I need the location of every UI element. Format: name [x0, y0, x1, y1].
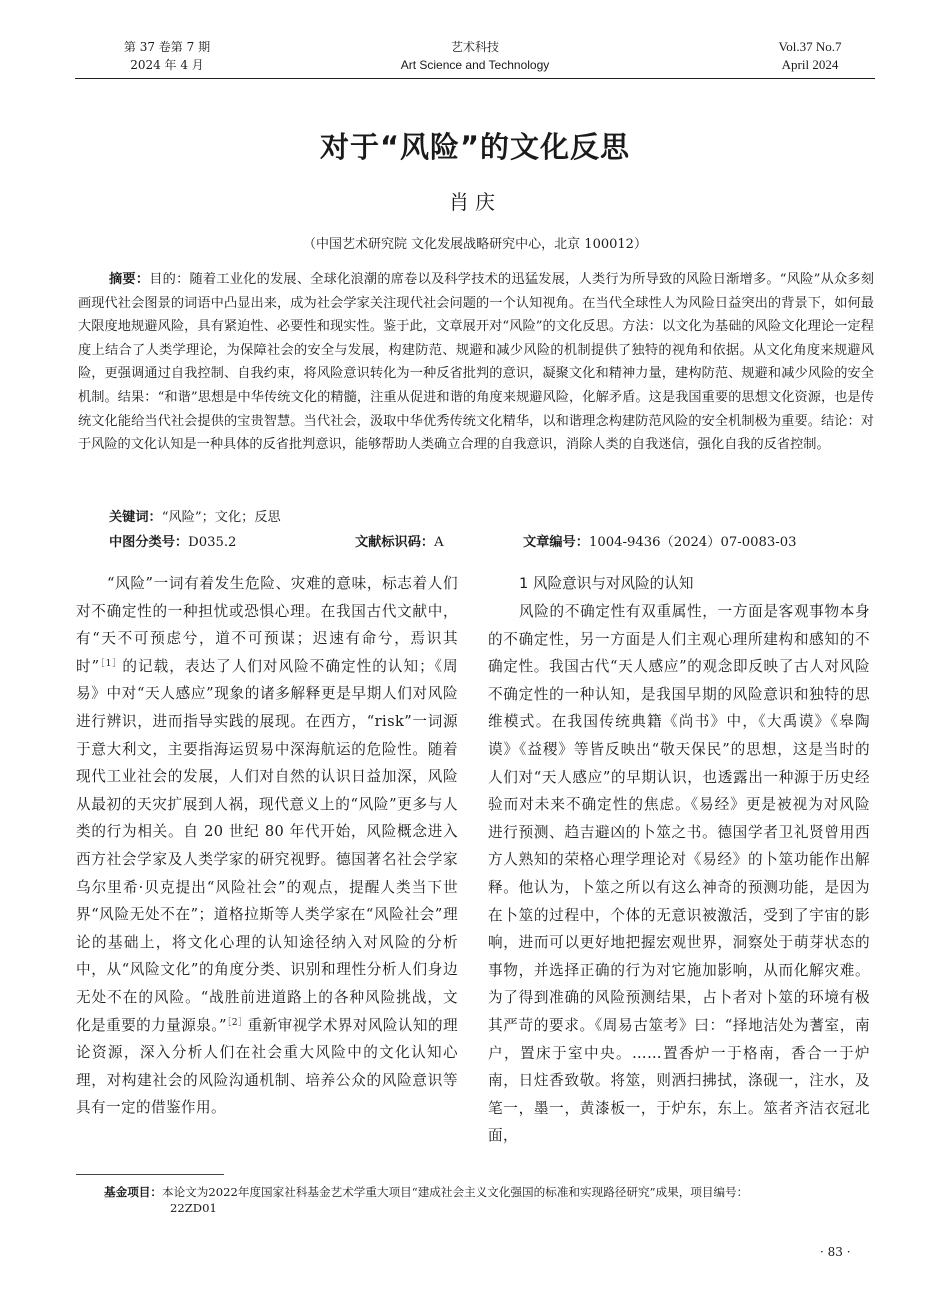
article-no-label: 文章编号： — [523, 535, 589, 550]
doc-label: 文献标识码： — [355, 535, 435, 550]
intro-text-1: “风险”一词有着发生危险、灾难的意味，标志着人们对不确定性的一种担忧或恐惧心理。在我国古代文献中，有“天不可预虑兮，道不可预谋；迟速有命兮，焉识其时” — [76, 575, 458, 675]
article-number — [523, 533, 797, 553]
clc-value: D035.2 — [188, 535, 237, 550]
funding-project-code: 22ZD01 — [170, 1201, 217, 1215]
journal-name-en: Art Science and Technology — [400, 58, 550, 72]
doc-value: A — [434, 535, 444, 550]
abstract — [78, 268, 874, 457]
abstract-label: 摘要： — [109, 272, 150, 287]
date-cn: 2024 年 4 月 — [130, 58, 204, 72]
intro-text-3: 重新审视学术界对风险认知的理论资源，深入分析人们在社会重大风险中的文化认知心理，对构建社会的风险沟通机制、培养公众的风险意识等具有一定的借鉴作用。 — [76, 1016, 458, 1117]
section-1-text: 风险的不确定性有双重属性，一方面是客观事物本身的不确定性，另一方面是人们主观心理所建构和感知的不确定性。我国古代“天人感应”的观念即反映了古人对风险不确定性的一种认知，是我国早期的风险意识和独特的思维模式。在我国传统典籍《尚书》中，《大禹谟》《皋陶谟》《益稷》等皆反映出“敬天保民”的思想，这是当时的人们对“天人感应”的早期认识，也透露出一种源于历史经验而对未来不确定性的焦虑。《易经》更是被视为对风险进行预测、趋吉避凶的卜筮之书。德国学者卫礼贤曾用西方人熟知的荣格心理学理论对《易经》的卜筮功能作出解释。他认为，卜筮之所以有这么神奇的预测功能，是因为在卜筮的过程中，个体的无意识被激活，受到了宇宙的影响，进而可以更好地把握宏观世界，洞察处于萌芽状态的事物，并选择正确的行为对它施加影响，从而化解灾难。为了得到准确的风险预测结果，占卜者对卜筮的环境有极其严苛的要求。《周易古筮考》曰：“择地洁处为蓍室，南户，置床于室中央。……置香炉一于格南，香合一于炉南，日炷香致敬。将筮，则洒扫拂拭，涤砚一，注水，及笔一，墨一，黄漆板一，于炉东，东上。筮者齐洁衣冠北面， — [488, 603, 870, 1145]
body-right-column — [488, 598, 870, 1150]
abstract-text: 目的：随着工业化的发展、全球化浪潮的席卷以及科学技术的迅猛发展，人类行为所导致的风险日渐增多。“风险”从众多刻画现代社会图景的词语中凸显出来，成为社会学家关注现代社会问题的一个认知视角。在当代全球性人为风险日益突出的背景下，如何最大限度地规避风险，具有紧迫性、必要性和现实性。鉴于此，文章展开对“风险”的文化反思。方法：以文化为基础的风险文化理论一定程度上结合了人类学理论，为保障社会的安全与发展，构建防范、规避和减少风险的机制提供了独特的视角和依据。从文化角度来规避风险，更强调通过自我控制、自我约束，将风险意识转化为一种反省批判的意识，凝聚文化和精神力量，建构防范、规避和减少风险的安全机制。结果：“和谐”思想是中华传统文化的精髓，注重从促进和谐的角度来规避风险，化解矛盾。这是我国重要的思想文化资源，也是传统文化能给当代社会提供的宝贵智慧。当代社会，汲取中华优秀传统文化精华，以和谐理念构建防范风险的安全机制极为重要。结论：对于风险的文化认知是一种具体的反省批判意识，能够帮助人类确立合理的自我意识，消除人类的自我迷信，强化自我的反省控制。 — [78, 272, 874, 453]
volume-issue-cn: 第 37 卷第 7 期 — [123, 40, 211, 54]
footnote-divider — [76, 1174, 224, 1175]
volume-issue-en: Vol.37 No.7 — [778, 39, 842, 54]
funding-text: 本论文为2022年度国家社科基金艺术学重大项目“建成社会主义文化强国的标准和实现路径研究”成果，项目编号： — [161, 1185, 749, 1199]
citation-2: ［2］ — [226, 1017, 248, 1028]
date-en: April 2024 — [781, 57, 839, 72]
keywords — [109, 508, 281, 528]
keywords-text: “风险”；文化；反思 — [161, 510, 281, 525]
article-title: 对于“风险”的文化反思 — [319, 130, 631, 164]
page-number: · 83 · — [820, 1245, 851, 1259]
keywords-label: 关键词： — [109, 510, 162, 525]
funding-note — [104, 1184, 879, 1200]
clc-label: 中图分类号： — [109, 535, 189, 550]
author-name: 肖庆 — [449, 190, 501, 214]
funding-label: 基金项目： — [104, 1185, 162, 1199]
intro-text-2: 的记载，表达了人们对风险不确定性的认知；《周易》中对“天人感应”现象的诸多解释更是早期人们对风险进行辨识，进而指导实践的展现。在西方，“risk”一词源于意大利文，主要指海运贸易中深海航运的危险性。随着现代工业社会的发展，人们对自然的认识日益加深，风险从最初的天灾扩展到人祸，现代意义上的“风险”更多与人类的行为相关。自 20 世纪 80 年代开始，风险概念进入西方社会学家及人类学家的研究视野。德国著名社会学家乌尔里希·贝克提出“风险社会”的观点，提醒人类当下世界“风险无处不在”；道格拉斯等人类学家在“风险社会”理论的基础上，将文化心理的认知途径纳入对风险的分析中，从“风险文化”的角度分类、识别和理性分析人们身边无处不在的风险。“战胜前进道路上的各种风险挑战，文化是重要的力量源泉。” — [76, 657, 458, 1034]
header-right — [740, 38, 880, 74]
header-divider — [75, 78, 875, 79]
header-center — [375, 38, 575, 74]
clc-number — [109, 533, 236, 553]
citation-1: ［1］ — [99, 658, 123, 669]
body-left-column — [76, 570, 458, 1122]
document-code — [355, 533, 444, 553]
header-left — [112, 38, 222, 74]
journal-name-cn: 艺术科技 — [450, 40, 499, 54]
article-no-value: 1004-9436（2024）07-0083-03 — [588, 535, 797, 550]
author-affiliation: （中国艺术研究院 文化发展战略研究中心，北京 100012） — [303, 237, 647, 252]
section-heading: 1 风险意识与对风险的认知 — [519, 575, 694, 592]
